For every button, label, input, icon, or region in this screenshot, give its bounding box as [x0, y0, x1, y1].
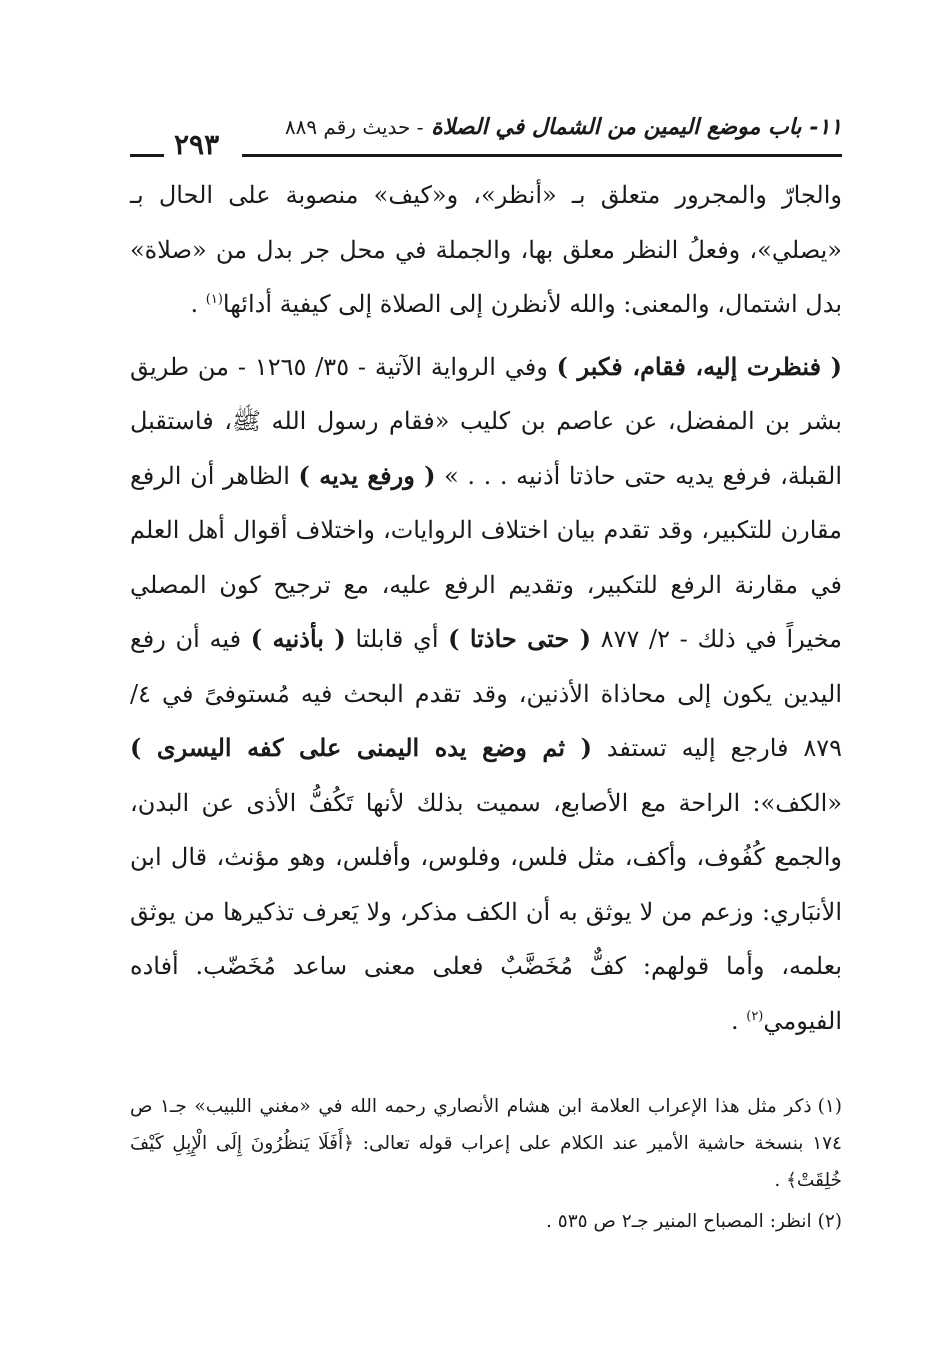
hadith-quote: ( بأذنيه ) — [250, 624, 346, 653]
paragraph-2 — [130, 340, 842, 1049]
hadith-quote: ( ورفع يديه ) — [298, 460, 436, 490]
hadith-quote: ( حتى حاذتا ) — [448, 624, 591, 653]
paragraph-1 — [130, 168, 842, 332]
page-number: ٢٩٣ — [174, 128, 220, 161]
footnote-ref: (٢) — [746, 1008, 764, 1024]
footnote-number: (١) — [817, 1096, 842, 1117]
text-run: الظاهر أن الرفع مقارن للتكبير، وقد تقدم بيان اختلاف الروايات، واختلاف أقوال أهل العلم في مقارنة الرفع للتكبير، وتقديم الرفع عليه، مع ترجيح كون المصلي مخيراً في ذلك - ٢/ ٨٧٧ — [130, 461, 843, 653]
main-text — [130, 168, 842, 1048]
hadith-quote: ( ثم وضع يده اليمنى على كفه اليسرى ) — [130, 733, 592, 762]
chapter-name: ١١- باب موضع اليمين من الشمال في الصلاة — [431, 114, 842, 140]
hadith-number: - حديث رقم ٨٨٩ — [284, 115, 424, 139]
footnote-2 — [130, 1203, 842, 1240]
text-run: أي قابلتا — [345, 625, 449, 653]
header-rule — [242, 154, 842, 157]
footnote-text: انظر: المصباح المنير جـ٢ ص ٥٣٥ . — [546, 1211, 812, 1232]
text-run: . — [730, 1006, 747, 1035]
text-run: «الكف»: الراحة مع الأصابع، سميت بذلك لأنها تَكُفُّ الأذى عن البدن، والجمع كُفُوف، وأكف، مثل فلس، وفلوس، وأفلس، وهو مؤنث، قال ابن الأنبَاري: وزعم من لا يوثق به أن الكف مذكر، ولا يَعرف تذكيرها من يوثق بعلمه، وأما قولهم: كفٌّ مُخَضَّبٌ فعلى معنى ساعد مُخَضّب. أفاده الفيومي — [130, 788, 842, 1035]
page-header — [130, 108, 842, 164]
text-run: فيه أن رفع اليدين يكون إلى محاذاة الأذنين، وقد تقدم البحث فيه مُستوفىً في ٤/ ٨٧٩ فارجع إليه تستفد — [130, 625, 842, 762]
text-run: وفي الرواية الآتية - ٣٥/ ١٢٦٥ - من طريق بشر بن المفضل، عن عاصم بن كليب «فقام رسول الله ﷺ، فاستقبل القبلة، فرفع يديه حتى حاذتا أذنيه . . . » — [130, 352, 843, 490]
text-run: . — [190, 290, 206, 318]
footnote-number: (٢) — [817, 1211, 842, 1232]
footnote-ref: (١) — [205, 292, 223, 307]
footnote-1 — [130, 1088, 842, 1199]
text-run: والجارّ والمجرور متعلق بـ «أنظر»، و«كيف» منصوبة على الحال بـ «يصلي»، وفعلُ النظر معلق بها، والجملة في محل جر بدل من «صلاة» بدل اشتمال، والمعنى: والله لأنظرن إلى الصلاة إلى كيفية أدائها — [130, 181, 842, 318]
page-number-dash — [130, 154, 164, 157]
hadith-quote: ( فنظرت إليه، فقام، فكبر ) — [556, 351, 842, 381]
chapter-title — [285, 114, 842, 140]
footnotes — [130, 1088, 842, 1240]
footnote-text: ذكر مثل هذا الإعراب العلامة ابن هشام الأنصاري رحمه الله في «مغني اللبيب» جـ١ ص ١٧٤ بنسخة حاشية الأمير عند الكلام على إعراب قوله تعالى: ﴿أَفَلَا يَنظُرُونَ إِلَى الْإِبِلِ كَيْفَ خُلِقَتْ﴾ . — [130, 1096, 842, 1191]
